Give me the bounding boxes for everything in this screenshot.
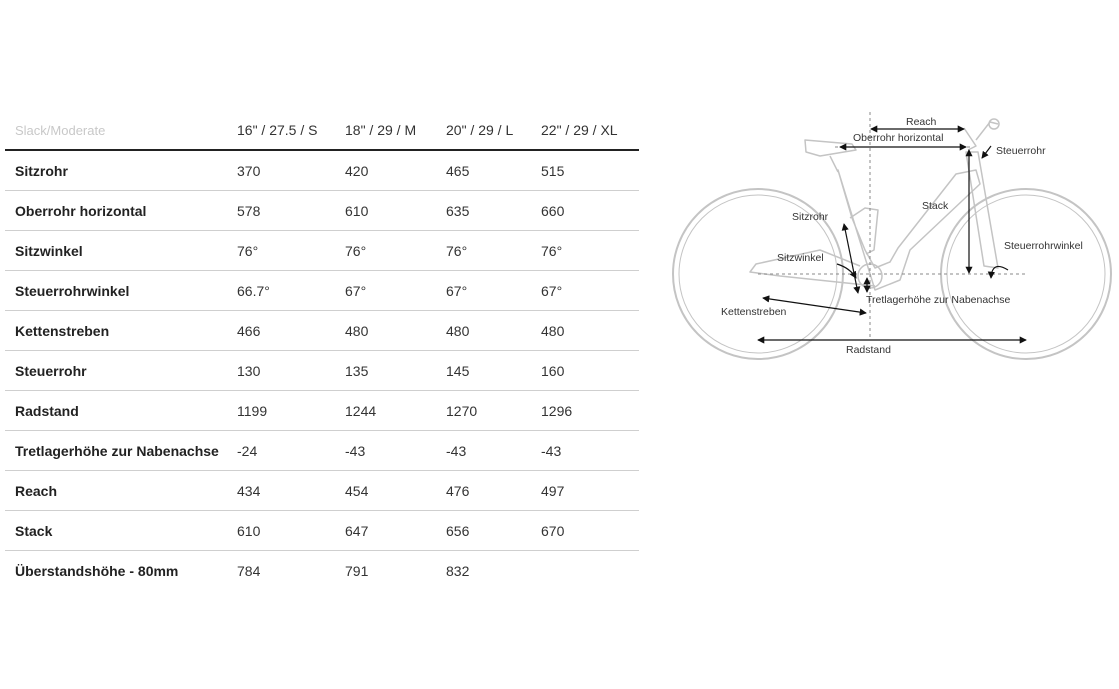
cell-value: 130 [237, 351, 345, 391]
table-row [5, 231, 639, 271]
row-label: Steuerrohr [5, 351, 237, 391]
label-kettenstreben: Kettenstreben [721, 306, 787, 318]
cell-value: 660 [541, 191, 639, 231]
row-label: Kettenstreben [5, 311, 237, 351]
measurement-arrows [758, 129, 1026, 340]
size-header-xl: 22" / 29 / XL [541, 122, 618, 138]
table-row [5, 391, 639, 431]
size-header-l: 20" / 29 / L [446, 122, 514, 138]
bike-frame [750, 119, 999, 290]
cell-value: 832 [446, 562, 470, 579]
cell-value: 1296 [541, 391, 639, 431]
geometry-table-body [5, 150, 639, 590]
cell-value: 67° [446, 271, 541, 311]
cell-value: -24 [237, 431, 345, 471]
cell-value: 647 [345, 511, 446, 551]
geometry-table [5, 111, 639, 590]
table-row [5, 511, 639, 551]
cell-value: 160 [541, 351, 639, 391]
cell-value: 76° [541, 231, 639, 271]
table-row [5, 471, 639, 511]
cell-value: 135 [345, 351, 446, 391]
cell-value: -43 [345, 431, 446, 471]
cell-value: 66.7° [237, 271, 345, 311]
cell-value: -43 [446, 431, 541, 471]
cell-value: 76° [446, 231, 541, 271]
label-steuerrohrwinkel: Steuerrohrwinkel [1004, 240, 1083, 252]
row-label: Sitzwinkel [5, 231, 237, 271]
label-oberrohr-horizontal: Oberrohr horizontal [853, 132, 944, 144]
cell-value: 67° [541, 271, 639, 311]
cell-value: 784 [237, 562, 261, 579]
table-row [5, 431, 639, 471]
cell-value: 1244 [345, 391, 446, 431]
cell-value: 635 [446, 191, 541, 231]
cell-value: 656 [446, 511, 541, 551]
row-label: Sitzrohr [5, 150, 237, 191]
table-row [5, 191, 639, 231]
cell-value: 791 [345, 562, 369, 579]
cell-value: 578 [237, 191, 345, 231]
cell-value: 370 [237, 150, 345, 191]
bike-geometry-svg [660, 100, 1119, 390]
cell-value: 465 [446, 150, 541, 191]
cell-value: 420 [345, 150, 446, 191]
table-header-row [5, 111, 639, 150]
cell-value [541, 551, 639, 591]
size-header-s: 16" / 27.5 / S [237, 122, 318, 138]
table-row [5, 551, 639, 591]
row-label: Tretlagerhöhe zur Nabenachse [5, 431, 237, 471]
label-stack: Stack [922, 200, 949, 212]
cell-value: 476 [446, 471, 541, 511]
cell-value: 454 [345, 471, 446, 511]
row-label: Radstand [5, 391, 237, 431]
row-label: Reach [5, 471, 237, 511]
cell-value: 610 [345, 191, 446, 231]
table-row [5, 311, 639, 351]
cell-value: 67° [345, 271, 446, 311]
cell-value: 480 [446, 311, 541, 351]
cell-value: 76° [237, 231, 345, 271]
cell-value: 145 [446, 351, 541, 391]
label-radstand: Radstand [846, 344, 891, 356]
row-label: Steuerrohrwinkel [5, 271, 237, 311]
cell-value: 670 [541, 511, 639, 551]
label-steuerrohr: Steuerrohr [996, 145, 1046, 157]
cell-value: 480 [345, 311, 446, 351]
table-row [5, 150, 639, 191]
front-wheel [941, 189, 1111, 359]
size-header-m: 18" / 29 / M [345, 122, 417, 138]
table-row [5, 271, 639, 311]
cell-value: 480 [541, 311, 639, 351]
cell-value: 434 [237, 471, 345, 511]
row-label: Überstandshöhe - 80mm [15, 562, 179, 579]
geometry-variant-label: Slack/Moderate [15, 122, 106, 138]
cell-value: 610 [237, 511, 345, 551]
label-sitzrohr: Sitzrohr [792, 211, 829, 223]
cell-value: 1270 [446, 391, 541, 431]
cell-value: 466 [237, 311, 345, 351]
cell-value: 497 [541, 471, 639, 511]
cell-value: 515 [541, 150, 639, 191]
label-reach: Reach [906, 116, 937, 128]
row-label: Oberrohr horizontal [5, 191, 237, 231]
cell-value: 76° [345, 231, 446, 271]
row-label: Stack [5, 511, 237, 551]
table-row [5, 351, 639, 391]
bike-geometry-diagram [660, 100, 1119, 390]
label-sitzwinkel: Sitzwinkel [777, 252, 824, 264]
cell-value: -43 [541, 431, 639, 471]
label-tretlagerhoehe: Tretlagerhöhe zur Nabenachse [866, 294, 1011, 306]
cell-value: 1199 [237, 391, 345, 431]
